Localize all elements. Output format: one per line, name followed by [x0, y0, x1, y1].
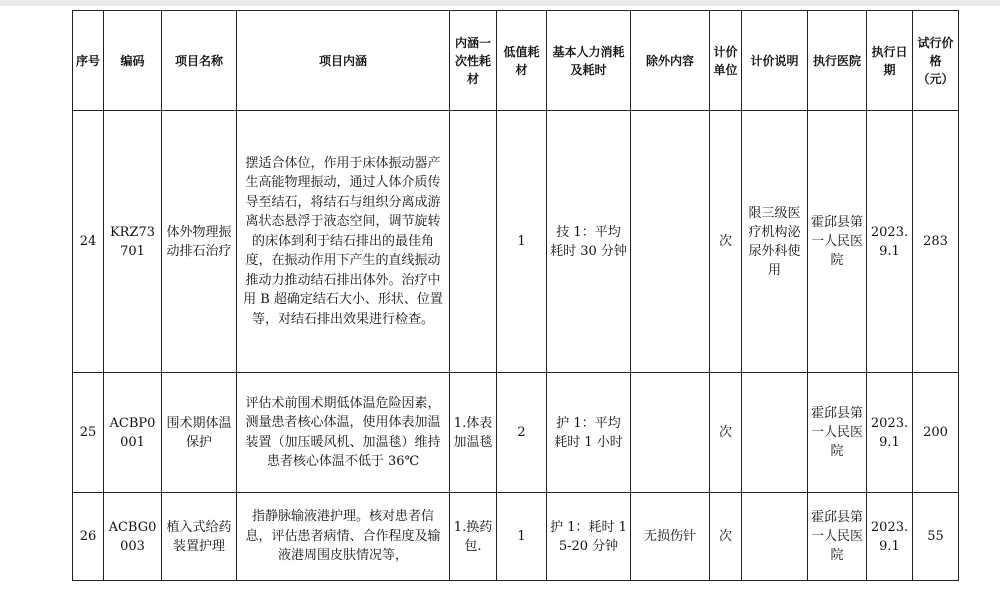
- cell-unit: 次: [710, 493, 742, 581]
- cell-hospital: 霍邱县第一人民医院: [808, 493, 867, 581]
- header-labor: 基本人力消耗及耗时: [547, 11, 631, 111]
- cell-seq: 25: [73, 373, 104, 493]
- cell-code: ACBG0003: [104, 493, 162, 581]
- cell-date: 2023.9.1: [867, 373, 913, 493]
- table-row: [73, 111, 959, 373]
- cell-name: 植入式给药装置护理: [162, 493, 237, 581]
- header-price: 试行价格（元）: [913, 11, 959, 111]
- header-unit: 计价单位: [710, 11, 742, 111]
- cell-disposable: [450, 111, 497, 373]
- table-row: [73, 373, 959, 493]
- cell-unit: 次: [710, 111, 742, 373]
- cell-hospital: 霍邱县第一人民医院: [808, 373, 867, 493]
- cell-excluded: 无损伤针: [631, 493, 710, 581]
- cell-low-value: 1: [497, 111, 547, 373]
- cell-code: KRZ73701: [104, 111, 162, 373]
- cell-labor: 护 1：平均耗时 1 小时: [547, 373, 631, 493]
- header-hospital: 执行医院: [808, 11, 867, 111]
- header-disposable: 内涵一次性耗材: [450, 11, 497, 111]
- cell-seq: 26: [73, 493, 104, 581]
- cell-labor: 护 1：耗时 15-20 分钟: [547, 493, 631, 581]
- cell-price: 55: [913, 493, 959, 581]
- cell-labor: 技 1：平均耗时 30 分钟: [547, 111, 631, 373]
- cell-content: 评估术前围术期低体温危险因素，测量患者核心体温，使用体表加温装置（加压暖风机、加温毯）维持患者核心体温不低于 36℃: [237, 373, 450, 493]
- cell-name: 围术期体温保护: [162, 373, 237, 493]
- header-excluded: 除外内容: [631, 11, 710, 111]
- cell-low-value: 1: [497, 493, 547, 581]
- header-note: 计价说明: [742, 11, 808, 111]
- cell-excluded: [631, 373, 710, 493]
- cell-note: [742, 493, 808, 581]
- cell-date: 2023.9.1: [867, 493, 913, 581]
- header-seq: 序号: [73, 11, 104, 111]
- cell-note: [742, 373, 808, 493]
- cell-content: 指静脉输液港护理。核对患者信息，评估患者病情、合作程度及输液港周围皮肤情况等，: [237, 493, 450, 581]
- header-date: 执行日期: [867, 11, 913, 111]
- header-name: 项目名称: [162, 11, 237, 111]
- cell-price: 200: [913, 373, 959, 493]
- cell-name: 体外物理振动排石治疗: [162, 111, 237, 373]
- header-code: 编码: [104, 11, 162, 111]
- cell-seq: 24: [73, 111, 104, 373]
- cell-disposable: 1.体表加温毯: [450, 373, 497, 493]
- table-row: [73, 493, 959, 581]
- cell-price: 283: [913, 111, 959, 373]
- cell-hospital: 霍邱县第一人民医院: [808, 111, 867, 373]
- cell-date: 2023.9.1: [867, 111, 913, 373]
- cell-low-value: 2: [497, 373, 547, 493]
- price-table: [72, 10, 959, 581]
- header-row: [73, 11, 959, 111]
- cell-content: 摆适合体位，作用于床体振动器产生高能物理振动，通过人体介质传导至结石，将结石与组织分离成游离状态悬浮于液态空间，调节旋转的床体到利于结石排出的最佳角度，在振动作用下产生的直线振动推动力推动结石排出体外。治疗中用 B 超确定结石大小、形状、位置等，对结石排出效果进行检查。: [237, 111, 450, 373]
- page-top-edge: [0, 0, 1000, 6]
- cell-code: ACBP0001: [104, 373, 162, 493]
- header-content: 项目内涵: [237, 11, 450, 111]
- cell-excluded: [631, 111, 710, 373]
- cell-disposable: 1.换药包.: [450, 493, 497, 581]
- header-low-value: 低值耗材: [497, 11, 547, 111]
- cell-note: 限三级医疗机构泌尿外科使用: [742, 111, 808, 373]
- cell-unit: 次: [710, 373, 742, 493]
